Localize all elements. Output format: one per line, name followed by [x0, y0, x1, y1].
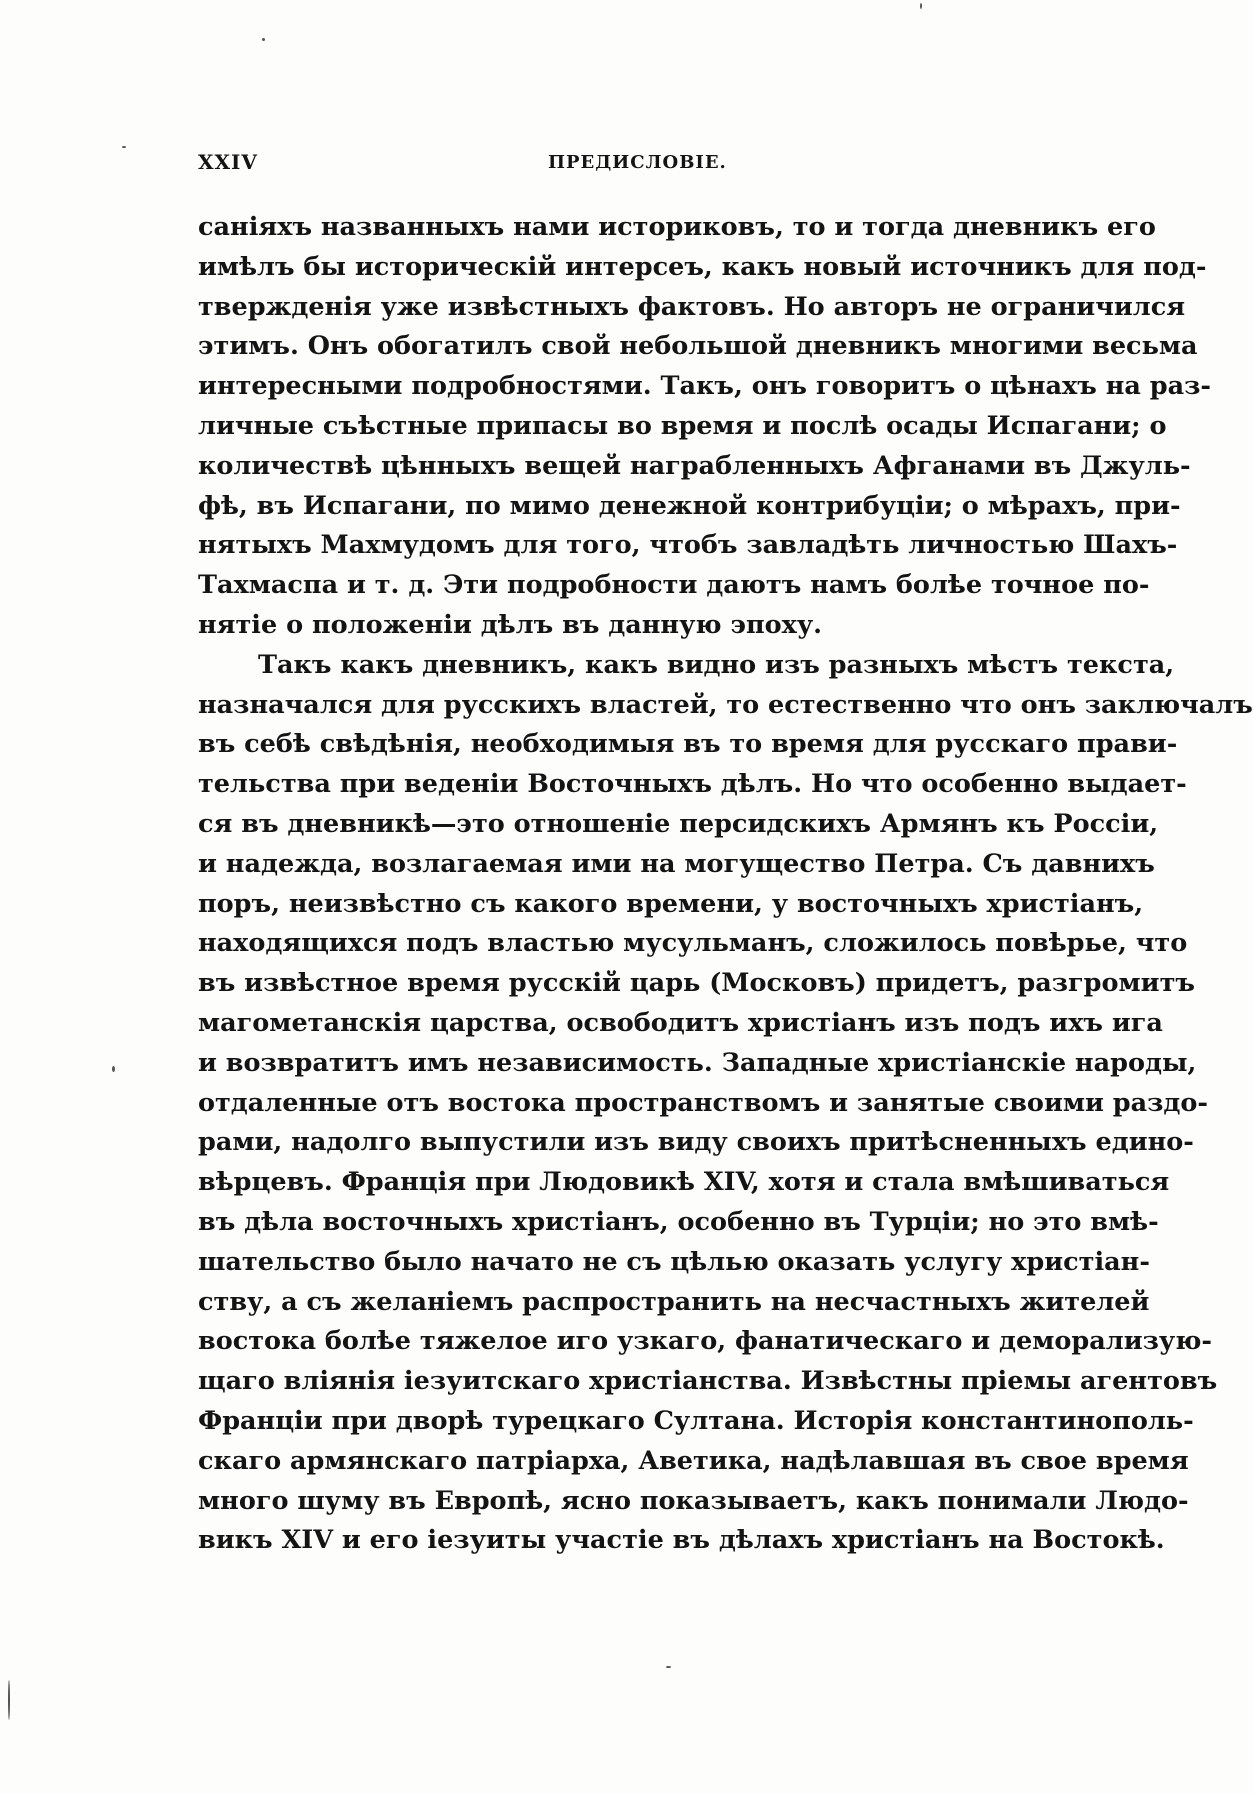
page-number: XXIV: [198, 150, 258, 174]
text-line: ся въ дневникѣ—это отношеніе персидскихъ Армянъ къ Россіи,: [198, 808, 1159, 839]
text-line: въ себѣ свѣдѣнія, необходимыя въ то время для русскаго прави-: [198, 729, 1178, 760]
scan-speck: [920, 3, 922, 9]
text-line: твержденія уже извѣстныхъ фактовъ. Но авторъ не ограничился: [198, 291, 1186, 322]
text-line: въ дѣла восточныхъ христіанъ, особенно въ Турціи; но это вмѣ-: [198, 1206, 1159, 1237]
scan-speck: [262, 38, 265, 41]
text-line: саніяхъ названныхъ нами историковъ, то и тогда дневникъ его: [198, 212, 1156, 242]
paragraph: [198, 646, 1253, 1561]
scan-speck: [122, 146, 126, 148]
text-line: нятіе о положеніи дѣлъ въ данную эпоху.: [198, 609, 823, 640]
scan-speck: [666, 1666, 671, 1668]
text-line: нятыхъ Махмудомъ для того, чтобъ завладѣть личностью Шахъ-: [198, 530, 1178, 561]
text-line: фѣ, въ Испагани, по мимо денежной контрибуціи; о мѣрахъ, при-: [198, 490, 1181, 521]
text-line: Тахмаспа и т. д. Эти подробности даютъ намъ болѣе точное по-: [198, 570, 1150, 601]
text-line: тельства при веденіи Восточныхъ дѣлъ. Но что особенно выдает-: [198, 769, 1187, 800]
body-text: [198, 208, 1253, 1561]
text-line: щаго вліянія іезуитскаго христіанства. Извѣстны пріемы агентовъ: [198, 1366, 1218, 1397]
text-line: находящихся подъ властью мусульманъ, сложилось повѣрье, что: [198, 928, 1188, 959]
text-line: ству, а съ желаніемъ распространить на несчастныхъ жителей: [198, 1286, 1150, 1317]
text-line: много шуму въ Европѣ, ясно показываетъ, какъ понимали Людо-: [198, 1485, 1189, 1516]
text-line: назначался для русскихъ властей, то естественно что онъ заключалъ: [198, 689, 1253, 720]
text-line: и возвратитъ имъ независимость. Западные христіанскіе народы,: [198, 1047, 1197, 1078]
text-line: отдаленные отъ востока пространствомъ и занятые своими раздо-: [198, 1087, 1209, 1118]
text-line: Такъ какъ дневникъ, какъ видно изъ разныхъ мѣстъ текста,: [258, 649, 1175, 680]
text-line: интересными подробностями. Такъ, онъ говоритъ о цѣнахъ на раз-: [198, 371, 1211, 402]
text-line: магометанскія царства, освободитъ христіанъ изъ подъ ихъ ига: [198, 1007, 1163, 1038]
text-line: и надежда, возлагаемая ими на могущество Петра. Съ давнихъ: [198, 848, 1155, 879]
running-head: [198, 150, 1048, 180]
text-line: поръ, неизвѣстно съ какого времени, у восточныхъ христіанъ,: [198, 888, 1144, 919]
text-line: Франціи при дворѣ турецкаго Султана. Исторія константинополь-: [198, 1405, 1194, 1436]
text-line: востока болѣе тяжелое иго узкаго, фанатическаго и деморализую-: [198, 1326, 1212, 1357]
text-line: викъ XIV и его іезуиты участіе въ дѣлахъ христіанъ на Востокѣ.: [198, 1525, 1165, 1556]
text-line: шательство было начато не съ цѣлью оказать услугу христіан-: [198, 1246, 1150, 1277]
text-line: имѣлъ бы историческій интерсеъ, какъ новый источникъ для под-: [198, 251, 1207, 282]
text-line: скаго армянскаго патріарха, Аветика, надѣлавшая въ свое время: [198, 1445, 1189, 1476]
text-line: рами, надолго выпустили изъ виду своихъ притѣсненныхъ едино-: [198, 1127, 1194, 1158]
text-line: количествѣ цѣнныхъ вещей награбленныхъ Афганами въ Джуль-: [198, 450, 1191, 481]
scan-speck: [112, 1066, 115, 1072]
text-line: въ извѣстное время русскій царь (Московъ) придетъ, разгромитъ: [198, 968, 1195, 999]
text-line: личные съѣстные припасы во время и послѣ осады Испагани; о: [198, 410, 1167, 441]
text-line: этимъ. Онъ обогатилъ свой небольшой дневникъ многими весьма: [198, 331, 1198, 362]
text-line: вѣрцевъ. Франція при Людовикѣ XIV, хотя и стала вмѣшиваться: [198, 1167, 1170, 1198]
running-title: ПРЕДИСЛОВІЕ.: [548, 152, 727, 173]
scan-speck: [8, 1680, 10, 1720]
paragraph: [198, 208, 1211, 646]
